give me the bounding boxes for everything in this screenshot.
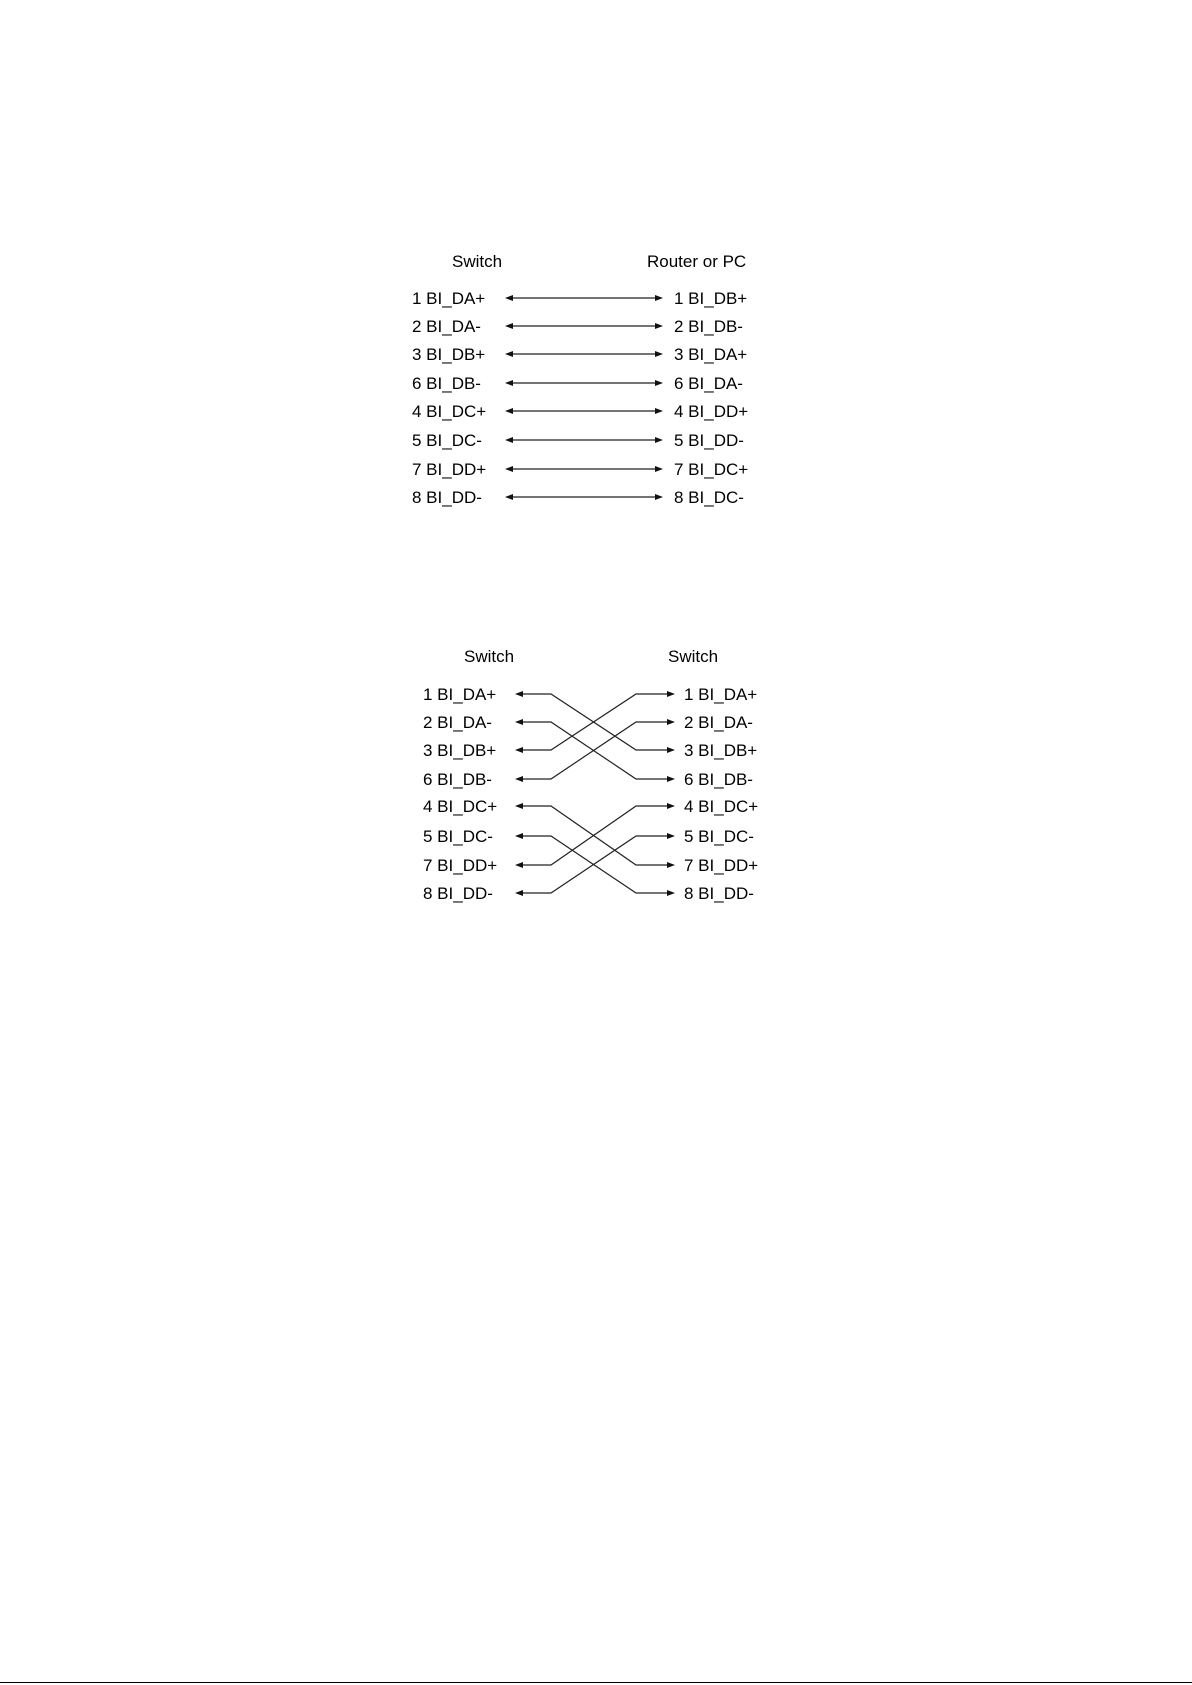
straight-right-pin-label: 7 BI_DC+ [674, 460, 749, 479]
straight-right-pin-label: 3 BI_DA+ [674, 345, 748, 364]
arrow-right-icon [655, 408, 663, 414]
straight-left-pin-label: 1 BI_DA+ [412, 289, 486, 308]
straight-right-pin-label: 6 BI_DA- [674, 374, 743, 393]
straight-right-pin-label: 4 BI_DD+ [674, 402, 749, 421]
arrow-right-icon [667, 719, 675, 725]
arrow-right-icon [655, 351, 663, 357]
crossover-right-pin-label: 2 BI_DA- [684, 713, 753, 732]
crossover-right-header: Switch [668, 647, 719, 666]
crossover-right-pin-label: 8 BI_DD- [684, 884, 754, 903]
arrow-right-icon [667, 691, 675, 697]
crossover-left-pin-label: 4 BI_DC+ [423, 797, 498, 816]
crossover-left-pin-label: 2 BI_DA- [423, 713, 492, 732]
crossover-diagram [423, 647, 758, 903]
arrow-left-icon [505, 380, 513, 386]
crossover-left-pin-label: 6 BI_DB- [423, 770, 492, 789]
arrow-left-icon [515, 890, 523, 896]
arrow-right-icon [667, 890, 675, 896]
arrow-right-icon [667, 747, 675, 753]
crossover-left-pin-label: 7 BI_DD+ [423, 856, 498, 875]
arrow-left-icon [505, 466, 513, 472]
straight-right-pin-label: 5 BI_DD- [674, 431, 744, 450]
arrow-left-icon [505, 323, 513, 329]
straight-left-pin-label: 4 BI_DC+ [412, 402, 487, 421]
crossover-left-header: Switch [464, 647, 515, 666]
arrow-right-icon [655, 380, 663, 386]
straight-left-pin-label: 2 BI_DA- [412, 317, 481, 336]
arrow-right-icon [655, 323, 663, 329]
crossover-left-pin-label: 1 BI_DA+ [423, 685, 497, 704]
straight-right-pin-label: 2 BI_DB- [674, 317, 743, 336]
straight-right-header: Router or PC [647, 252, 747, 271]
arrow-left-icon [515, 776, 523, 782]
arrow-left-icon [515, 719, 523, 725]
arrow-left-icon [505, 295, 513, 301]
arrow-left-icon [505, 437, 513, 443]
arrow-left-icon [505, 351, 513, 357]
arrow-left-icon [515, 833, 523, 839]
straight-right-pin-label: 1 BI_DB+ [674, 289, 748, 308]
arrow-right-icon [655, 295, 663, 301]
crossover-right-pin-label: 7 BI_DD+ [684, 856, 759, 875]
arrow-right-icon [655, 494, 663, 500]
arrow-left-icon [515, 747, 523, 753]
straight-left-pin-label: 5 BI_DC- [412, 431, 482, 450]
arrow-left-icon [505, 408, 513, 414]
arrow-left-icon [515, 803, 523, 809]
crossover-left-pin-label: 8 BI_DD- [423, 884, 493, 903]
straight-left-pin-label: 8 BI_DD- [412, 488, 482, 507]
arrow-left-icon [505, 494, 513, 500]
straight-right-pin-label: 8 BI_DC- [674, 488, 744, 507]
arrow-right-icon [667, 833, 675, 839]
crossover-right-pin-label: 6 BI_DB- [684, 770, 753, 789]
arrow-right-icon [667, 776, 675, 782]
straight-left-pin-label: 7 BI_DD+ [412, 460, 487, 479]
arrow-left-icon [515, 862, 523, 868]
crossover-right-pin-label: 4 BI_DC+ [684, 797, 759, 816]
straight-left-pin-label: 3 BI_DB+ [412, 345, 486, 364]
crossover-right-pin-label: 5 BI_DC- [684, 827, 754, 846]
arrow-right-icon [655, 437, 663, 443]
arrow-left-icon [515, 691, 523, 697]
page-bottom-rule [0, 1682, 1192, 1683]
crossover-right-pin-label: 3 BI_DB+ [684, 741, 758, 760]
crossover-left-pin-label: 5 BI_DC- [423, 827, 493, 846]
straight-left-header: Switch [452, 252, 503, 271]
arrow-right-icon [667, 803, 675, 809]
straight-through-diagram [412, 252, 748, 507]
arrow-right-icon [655, 466, 663, 472]
crossover-right-pin-label: 1 BI_DA+ [684, 685, 758, 704]
crossover-left-pin-label: 3 BI_DB+ [423, 741, 497, 760]
straight-left-pin-label: 6 BI_DB- [412, 374, 481, 393]
arrow-right-icon [667, 862, 675, 868]
